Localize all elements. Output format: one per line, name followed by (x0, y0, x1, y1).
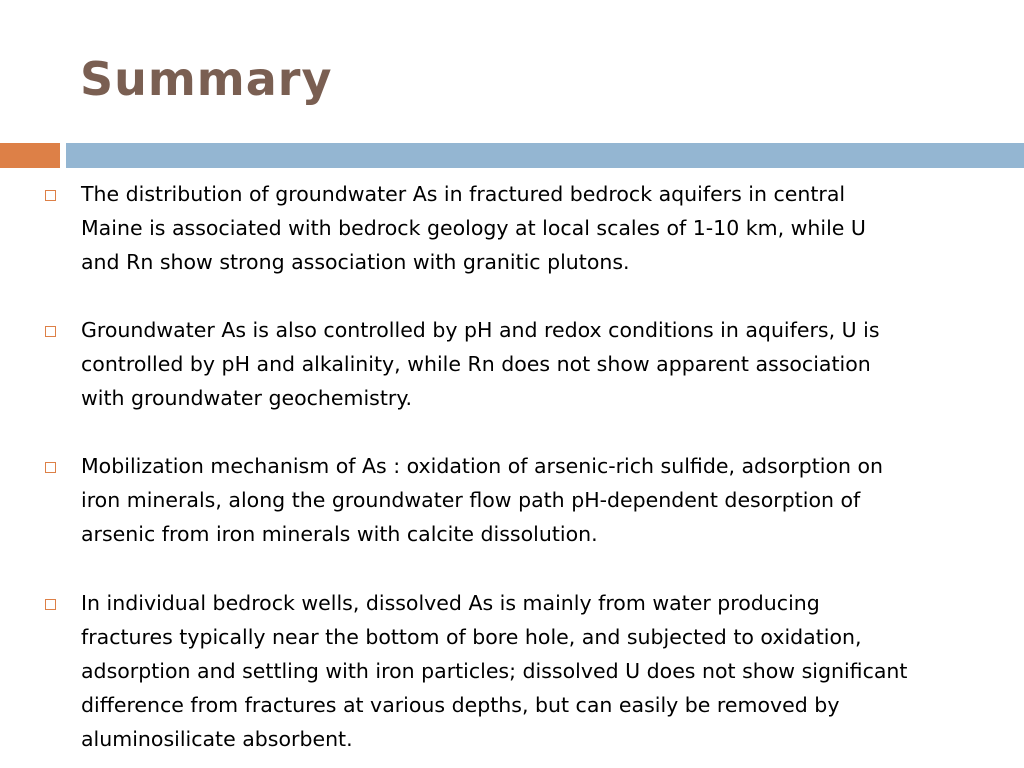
bullet-line: Mobilization mechanism of As : oxidation of arsenic-rich sulfide, adsorption on (81, 454, 884, 478)
square-bullet-icon (45, 326, 56, 337)
square-bullet-icon (45, 190, 56, 201)
square-bullet-icon (45, 599, 56, 610)
bullet-line: Groundwater As is also controlled by pH and redox conditions in aquifers, U is (81, 318, 880, 342)
bullet-line: and Rn show strong association with granitic plutons. (81, 250, 630, 274)
slide-title: Summary (80, 52, 333, 106)
bullet-line: with groundwater geochemistry. (81, 386, 413, 410)
bullet-line: controlled by pH and alkalinity, while Rn does not show apparent association (81, 352, 871, 376)
bullet-line: aluminosilicate absorbent. (81, 727, 353, 751)
bullet-line: In individual bedrock wells, dissolved As is mainly from water producing (81, 591, 820, 615)
bullet-line: iron minerals, along the groundwater flow path pH-dependent desorption of (81, 488, 861, 512)
square-bullet-icon (45, 462, 56, 473)
accent-bar-blue (66, 143, 1024, 168)
accent-bar-orange (0, 143, 60, 168)
bullet-line: The distribution of groundwater As in fractured bedrock aquifers in central (81, 182, 846, 206)
bullet-line: Maine is associated with bedrock geology at local scales of 1-10 km, while U (81, 216, 866, 240)
bullet-line: fractures typically near the bottom of bore hole, and subjected to oxidation, (81, 625, 862, 649)
bullet-line: difference from fractures at various depths, but can easily be removed by (81, 693, 840, 717)
bullet-line: arsenic from iron minerals with calcite dissolution. (81, 522, 598, 546)
bullet-line: adsorption and settling with iron particles; dissolved U does not show significant (81, 659, 908, 683)
